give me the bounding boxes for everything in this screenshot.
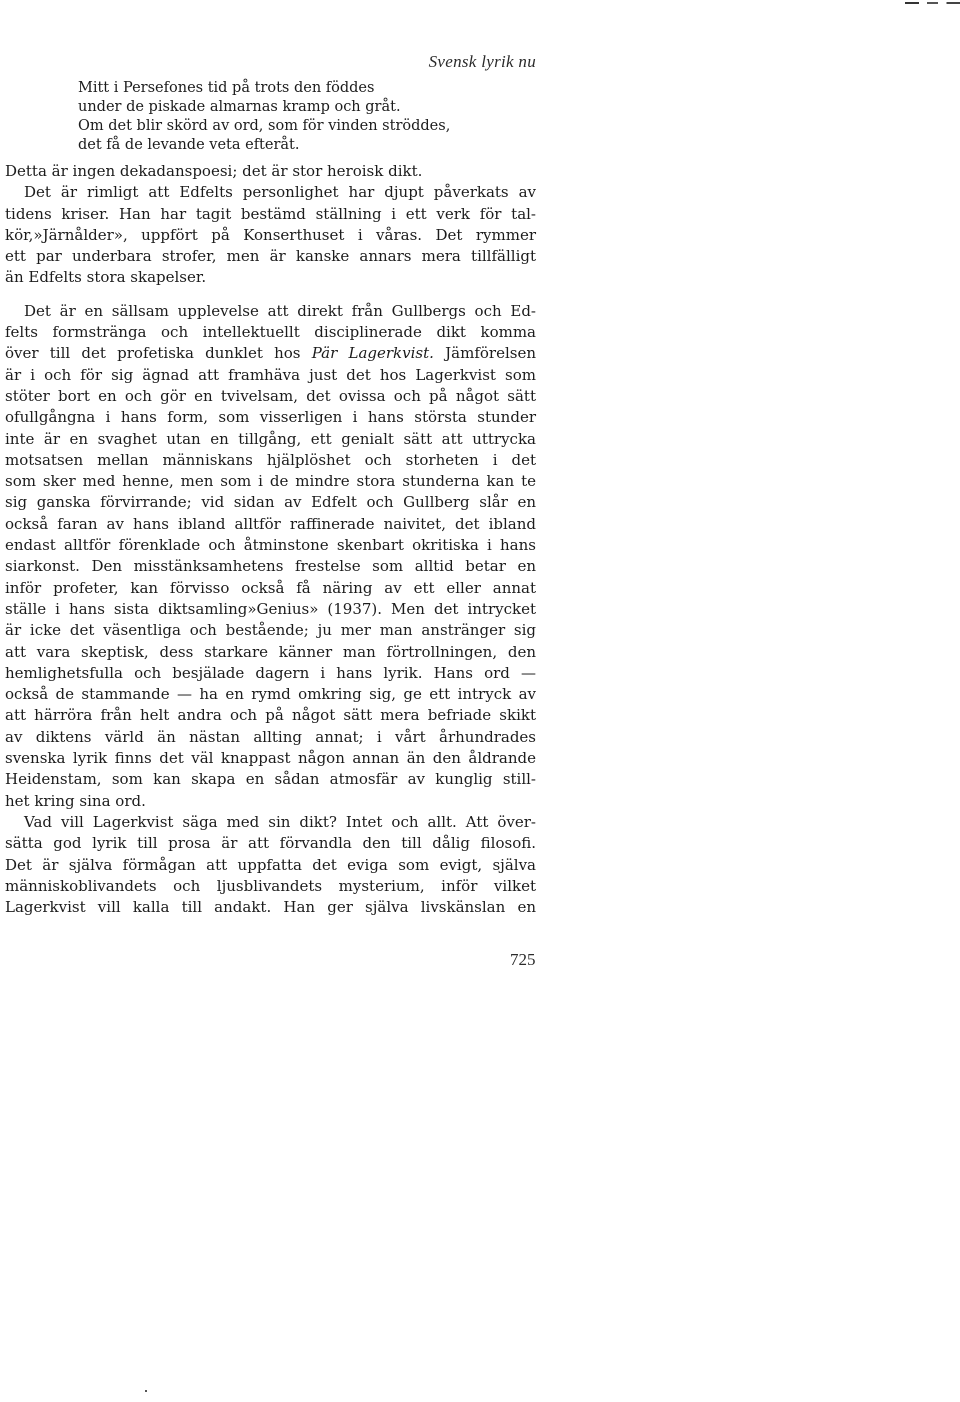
text-line: också faran av hans ibland alltför raffinerade naivitet, det ibland [5,514,536,533]
text-line: siarkonst. Den misstänksamhetens frestelse som alltid betar en [5,557,536,576]
text-line: Det är en sällsam upplevelse att direkt från Gullbergs och Ed- [24,301,536,320]
text-line: inte är en svaghet utan en tillgång, ett genialt sätt att uttrycka [5,429,536,448]
text-line: människoblivandets och ljusblivandets mysterium, inför vilket [5,876,536,895]
text-line: ofullgångna i hans form, som visserligen i hans största stunder [5,408,536,427]
text-line: ställe i hans sista diktsamling»Genius» (1937). Men det intrycket [5,599,536,618]
text-line: felts formstränga och intellektuellt disciplinerade dikt komma [5,323,536,342]
text-line: Heidenstam, som kan skapa en sådan atmosfär av kunglig still- [5,770,536,789]
text-line: är i och för sig ägnad att framhäva just det hos Lagerkvist som [5,365,536,384]
text-line: sig ganska förvirrande; vid sidan av Edfelt och Gullberg slår en [5,493,536,512]
text-line-with-italic [5,343,536,364]
verse-line: Mitt i Persefones tid på trots den föddes [78,80,375,96]
text-line: av diktens värld än nästan allting annat; i vårt århundrades [5,727,536,746]
paragraph-lagerkvist [5,301,536,812]
verse-line: Om det blir skörd av ord, som för vinden ströddes, [78,118,451,134]
text-line: är icke det väsentliga och bestående; ju mer man anstränger sig [5,621,536,640]
text-line: också de stammande — ha en rymd omkring sig, ge ett intryck av [5,685,536,704]
text-line: Det är rimligt att Edfelts personlighet har djupt påverkats av [24,183,536,202]
text-line: svenska lyrik finns det väl knappast någon annan än den åldrande [5,749,536,768]
text-line: Detta är ingen dekadanspoesi; det är stor heroisk dikt. [5,162,423,180]
text-line: kör,»Järnålder», uppfört på Konserthuset i våras. Det rymmer [5,225,536,244]
verse-line: det få de levande veta efteråt. [78,137,300,153]
text-line: Lagerkvist vill kalla till andakt. Han ger själva livskänslan en [5,898,536,917]
paragraph-meaning [5,812,536,918]
text-line: att vara skeptisk, dess starkare känner man förtrollningen, den [5,642,536,661]
text-line: som sker med henne, men som i de mindre stora stunderna kan te [5,472,536,491]
author-name-italic: Pär Lagerkvist. [311,344,434,363]
paragraph-edfelt-heroic [5,161,536,289]
text-line: Vad vill Lagerkvist säga med sin dikt? Intet och allt. Att över- [24,812,536,831]
verse-line: under de piskade almarnas kramp och gråt. [78,99,401,115]
poem-quotation [78,79,536,155]
page-number: 725 [510,950,536,969]
text-line: sätta god lyrik till prosa är att förvandla den till dålig filosofi. [5,834,536,853]
text-line: tidens kriser. Han har tagit bestämd ställning i ett verk för tal- [5,204,536,223]
scan-artifact-mark [905,2,960,4]
text-line: endast alltför förenklade och åtminstone skenbart okritiska i hans [5,536,536,555]
text-line: het kring sina ord. [5,791,146,810]
text-line: att härröra från helt andra och på något sätt mera befriade skikt [5,706,536,725]
scan-artifact-dot [145,1390,147,1392]
text-column [5,79,536,918]
text-line: inför profeter, kan förvisso också få näring av ett eller annat [5,578,536,597]
text-line: motsatsen mellan människans hjälplöshet och storheten i det [5,450,536,469]
text-line: ett par underbara strofer, men är kanske annars mera tillfälligt [5,247,536,266]
running-head: Svensk lyrik nu [428,52,536,71]
text-line: än Edfelts stora skapelser. [5,268,207,287]
text-line: stöter bort en och gör en tvivelsam, det ovissa och på något sätt [5,386,536,405]
text-fragment: Jämförelsen [433,344,536,363]
text-line: hemlighetsfulla och besjälade dagern i hans lyrik. Hans ord — [5,663,536,682]
text-line: Det är själva förmågan att uppfatta det eviga som evigt, själva [5,855,536,874]
text-fragment: över till det profetiska dunklet hos [5,344,312,363]
